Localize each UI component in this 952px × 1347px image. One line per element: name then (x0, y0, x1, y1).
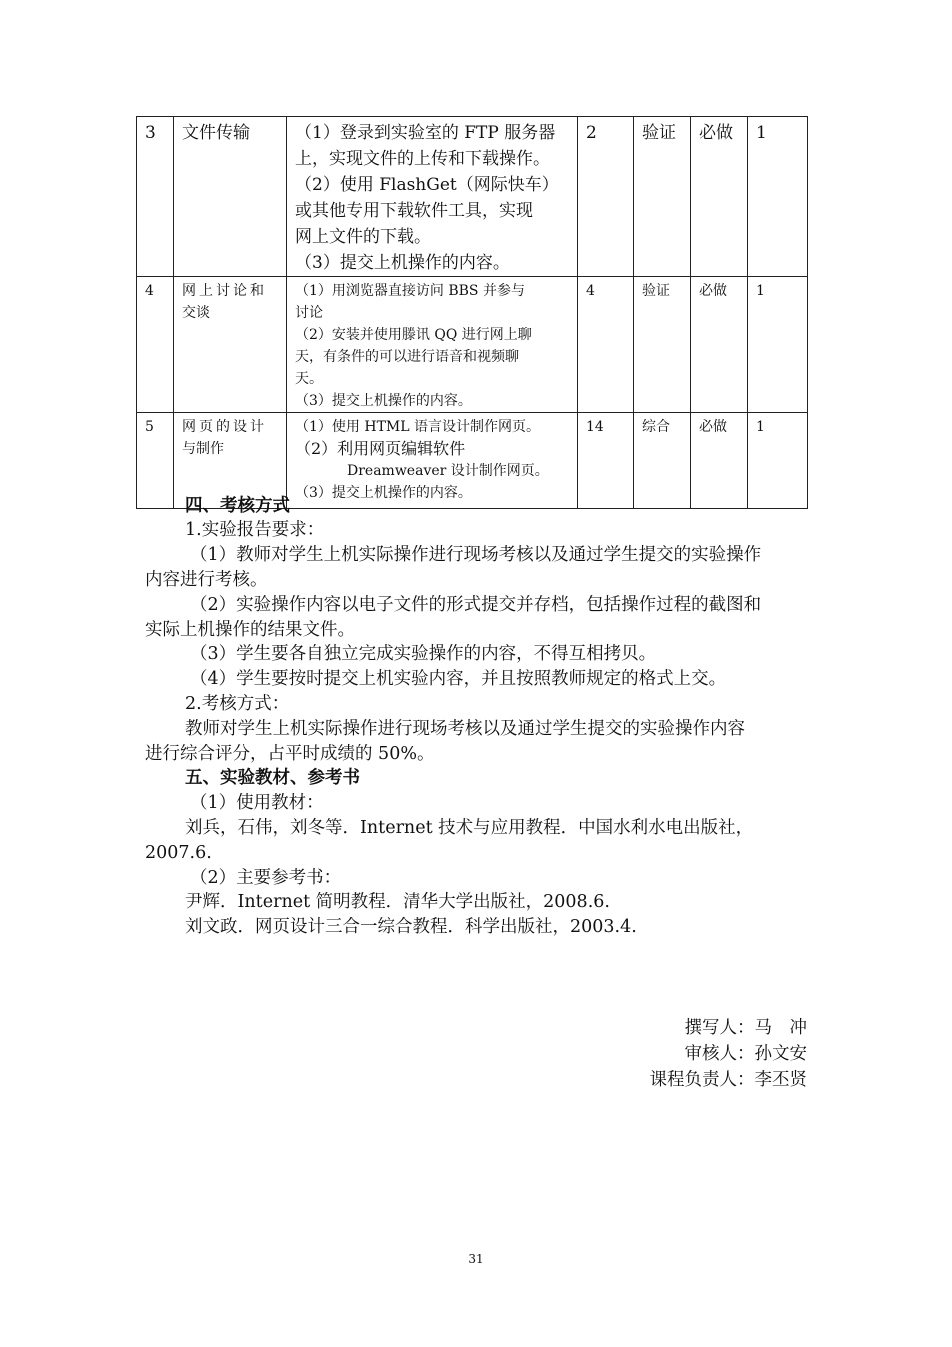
paragraph-line: 实际上机操作的结果文件。 (145, 620, 355, 640)
paragraph-line: （2）实验操作内容以电子文件的形式提交并存档，包括操作过程的截图和 (190, 595, 762, 615)
experiment-name (174, 277, 287, 413)
name-line: 交谈 (182, 305, 210, 321)
content-line: （1）使用 HTML 语言设计制作网页。 (295, 419, 540, 435)
section-heading: 五、实验教材、参考书 (185, 768, 360, 788)
content-line: （1）登录到实验室的 FTP 服务器 (295, 123, 556, 143)
requirement: 必做 (691, 117, 748, 277)
row-number: 3 (137, 117, 174, 277)
content-line: 天，有条件的可以进行语音和视频聊 (295, 349, 519, 365)
reference-line: 刘兵，石伟，刘冬等．Internet 技术与应用教程．中国水利水电出版社， (185, 818, 754, 838)
content-line: （2）利用网页编辑软件 (295, 439, 466, 458)
table-row (137, 117, 808, 277)
hours: 14 (578, 413, 634, 509)
paragraph-line: 进行综合评分，占平时成绩的 50%。 (145, 744, 435, 764)
row-number: 4 (137, 277, 174, 413)
reference-line: 尹辉．Internet 简明教程．清华大学出版社，2008.6. (185, 892, 610, 912)
table-row (137, 277, 808, 413)
owner-signature: 课程负责人：李丕贤 (649, 1070, 807, 1090)
content-line: （2）安装并使用滕讯 QQ 进行网上聊 (295, 327, 532, 343)
experiment-content (287, 277, 578, 413)
name-line: 网上讨论和 (182, 283, 267, 299)
content-line: （1）用浏览器直接访问 BBS 并参与 (295, 283, 525, 299)
name-line: 与制作 (182, 441, 224, 457)
page-number: 31 (468, 1252, 484, 1266)
experiment-content (287, 117, 578, 277)
content-line: （3）提交上机操作的内容。 (295, 485, 472, 501)
content-line: 网上文件的下载。 (295, 227, 431, 247)
subheading: 2.考核方式： (185, 694, 290, 714)
content-line: （2）使用 FlashGet（网际快车） (295, 175, 559, 195)
experiment-type: 验证 (634, 277, 691, 413)
paragraph-line: （4）学生要按时提交上机实验内容，并且按照教师规定的格式上交。 (190, 669, 727, 689)
content-line: （3）提交上机操作的内容。 (295, 393, 472, 409)
content-line: 讨论 (295, 305, 323, 321)
content-line: Dreamweaver 设计制作网页。 (347, 463, 549, 479)
experiment-type: 综合 (634, 413, 691, 509)
reviewer-signature: 审核人：孙文安 (684, 1044, 807, 1064)
group-size: 1 (748, 117, 808, 277)
reference-line: 2007.6. (145, 843, 212, 863)
paragraph-line: 内容进行考核。 (145, 570, 268, 590)
row-number: 5 (137, 413, 174, 509)
writer-signature: 撰写人：马 冲 (684, 1018, 807, 1038)
requirement: 必做 (691, 277, 748, 413)
reference-line: 刘文政．网页设计三合一综合教程．科学出版社，2003.4. (185, 917, 637, 937)
group-size: 1 (748, 413, 808, 509)
experiment-name: 文件传输 (174, 117, 287, 277)
hours: 2 (578, 117, 634, 277)
experiment-type: 验证 (634, 117, 691, 277)
name-line: 网页的设计 (182, 419, 267, 435)
content-line: 天。 (295, 371, 323, 387)
subheading: （2）主要参考书： (190, 868, 342, 888)
subheading: （1）使用教材： (190, 793, 324, 813)
section-heading: 四、考核方式 (185, 496, 290, 516)
content-line: 上，实现文件的上传和下载操作。 (295, 149, 550, 169)
group-size: 1 (748, 277, 808, 413)
content-line: （3）提交上机操作的内容。 (295, 253, 510, 273)
paragraph-line: 教师对学生上机实际操作进行现场考核以及通过学生提交的实验操作内容 (185, 719, 745, 739)
hours: 4 (578, 277, 634, 413)
paragraph-line: （1）教师对学生上机实际操作进行现场考核以及通过学生提交的实验操作 (190, 545, 762, 565)
subheading: 1.实验报告要求： (185, 520, 325, 540)
content-line: 或其他专用下载软件工具，实现 (295, 201, 533, 221)
requirement: 必做 (691, 413, 748, 509)
experiment-table (136, 116, 808, 509)
paragraph-line: （3）学生要各自独立完成实验操作的内容，不得互相拷贝。 (190, 644, 657, 664)
